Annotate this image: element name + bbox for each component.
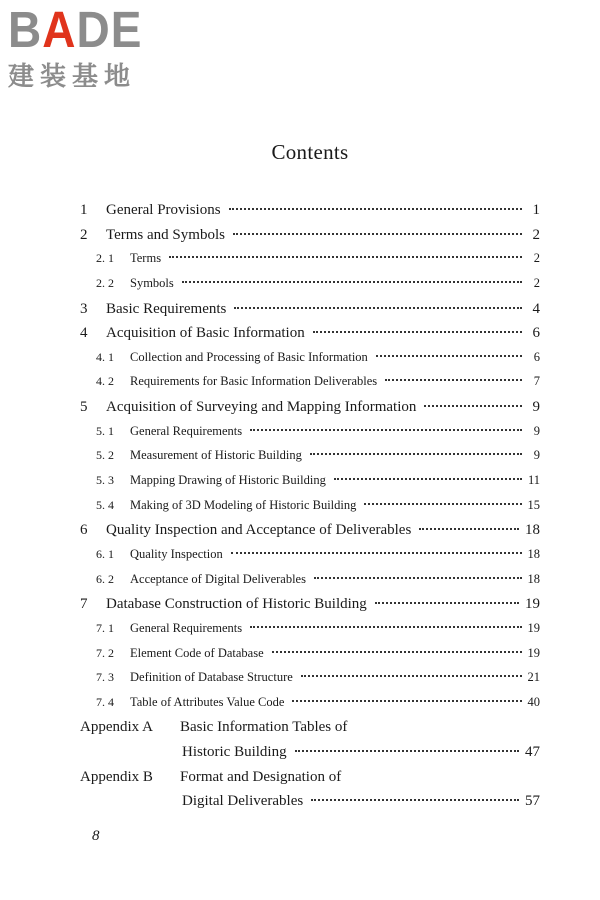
toc-entry-title: Terms — [130, 251, 162, 266]
toc-entry — [80, 251, 540, 276]
toc-entry-number: 2 — [80, 226, 88, 243]
toc-entry-page: 19 — [525, 596, 540, 613]
toc-appendix-title-line2: Digital Deliverables — [182, 793, 304, 810]
toc-entry-title: Acquisition of Surveying and Mapping Information — [106, 399, 417, 416]
toc-appendix-label: Appendix A — [80, 719, 153, 736]
toc-entry-page: 47 — [525, 744, 540, 761]
toc-leader-dots — [375, 602, 519, 604]
toc-entry-page: 18 — [527, 571, 540, 586]
toc-appendix-title: Format and Designation of — [180, 768, 342, 785]
toc-entry-page: 1 — [532, 202, 540, 218]
toc-appendix-entry-continued — [80, 744, 540, 769]
toc-entry-number: 6. 1 — [96, 546, 114, 561]
toc-leader-dots — [295, 750, 519, 752]
toc-leader-dots — [234, 307, 522, 309]
toc-entry-number: 5. 3 — [96, 473, 114, 488]
toc-leader-dots — [376, 355, 522, 357]
toc-entry-title: Definition of Database Structure — [130, 670, 293, 685]
toc-entry-page: 11 — [527, 473, 540, 488]
toc-entry-number: 7 — [80, 596, 88, 613]
toc-entry-title: General Provisions — [106, 202, 221, 218]
toc-entry-title: Requirements for Basic Information Deliverables — [130, 374, 378, 389]
toc-entry-number: 7. 3 — [96, 670, 114, 685]
toc-entry-page: 2 — [533, 251, 540, 266]
toc-leader-dots — [233, 233, 522, 235]
toc-entry-number: 4 — [80, 325, 88, 342]
toc-entry — [80, 301, 540, 326]
toc-appendix-entry-continued — [80, 793, 540, 818]
toc-entry-title: General Requirements — [130, 423, 243, 438]
toc-leader-dots — [182, 281, 522, 283]
toc-leader-dots — [364, 503, 521, 505]
toc-leader-dots — [231, 552, 522, 554]
toc-entry-title: Database Construction of Historic Building — [106, 596, 367, 613]
toc-entry — [80, 374, 540, 399]
toc-appendix-title: Basic Information Tables of — [180, 719, 348, 736]
toc-leader-dots — [250, 626, 521, 628]
toc-appendix-title-line2: Historic Building — [182, 744, 287, 761]
toc-leader-dots — [229, 208, 522, 210]
toc-leader-dots — [313, 331, 522, 333]
toc-entry-page: 19 — [527, 645, 540, 660]
toc-entry — [80, 621, 540, 646]
toc-entry-number: 6. 2 — [96, 571, 114, 586]
toc-entry-title: Element Code of Database — [130, 645, 264, 660]
toc-entry-page: 40 — [527, 694, 540, 709]
toc-entry — [80, 399, 540, 424]
toc-entry — [80, 448, 540, 473]
toc-entry — [80, 424, 540, 449]
toc-leader-dots — [272, 651, 522, 653]
toc-entry-title: Acceptance of Digital Deliverables — [130, 571, 306, 586]
toc-entry — [80, 227, 540, 252]
page-title: Contents — [271, 140, 349, 164]
toc-entry-title: Terms and Symbols — [106, 226, 225, 243]
toc-entry-page: 21 — [527, 670, 540, 685]
toc-entry-number: 1 — [80, 202, 88, 218]
page-number: 8 — [92, 828, 100, 844]
toc-entry-number: 5. 1 — [96, 423, 114, 438]
toc-leader-dots — [310, 453, 522, 455]
toc-leader-dots — [311, 799, 519, 801]
toc-entry-title: Table of Attributes Value Code — [130, 694, 285, 709]
toc-entry-title: Symbols — [130, 275, 174, 290]
toc-entry — [80, 473, 540, 498]
toc-entry-page: 19 — [527, 620, 540, 635]
toc-entry-page: 15 — [527, 497, 540, 512]
toc-entry-title: Mapping Drawing of Historic Building — [130, 473, 326, 488]
toc-entry — [80, 325, 540, 350]
toc-entry-page: 18 — [527, 546, 540, 561]
toc-entry — [80, 498, 540, 523]
table-of-contents — [80, 202, 540, 818]
toc-entry-page: 4 — [532, 300, 540, 317]
toc-entry-number: 2. 1 — [96, 251, 114, 266]
toc-leader-dots — [419, 528, 519, 530]
toc-entry-page: 57 — [525, 793, 540, 810]
toc-entry-page: 6 — [533, 349, 540, 364]
toc-entry-title: Measurement of Historic Building — [130, 448, 302, 463]
toc-entry — [80, 547, 540, 572]
toc-entry-title: General Requirements — [130, 620, 243, 635]
toc-leader-dots — [314, 577, 522, 579]
toc-entry-title: Quality Inspection and Acceptance of Deliverables — [106, 522, 412, 539]
toc-entry — [80, 596, 540, 621]
toc-leader-dots — [301, 675, 522, 677]
toc-entry-page: 9 — [533, 448, 540, 463]
toc-appendix-label: Appendix B — [80, 768, 153, 785]
toc-entry — [80, 695, 540, 720]
toc-entry-page: 9 — [533, 423, 540, 438]
toc-leader-dots — [334, 478, 522, 480]
toc-entry — [80, 646, 540, 671]
toc-leader-dots — [424, 405, 522, 407]
toc-appendix-entry — [80, 719, 540, 744]
toc-entry-page: 6 — [532, 325, 540, 342]
toc-entry-title: Basic Requirements — [106, 300, 227, 317]
toc-entry-title: Making of 3D Modeling of Historic Building — [130, 497, 357, 512]
toc-entry-page: 2 — [533, 275, 540, 290]
toc-entry-number: 7. 1 — [96, 620, 114, 635]
toc-entry-title: Collection and Processing of Basic Information — [130, 349, 368, 364]
toc-entry — [80, 670, 540, 695]
logo — [8, 0, 178, 93]
toc-entry-number: 3 — [80, 300, 88, 317]
toc-entry-page: 7 — [533, 374, 540, 389]
toc-entry — [80, 522, 540, 547]
toc-entry-number: 4. 2 — [96, 374, 114, 389]
logo-wordmark: BADE — [8, 0, 143, 58]
toc-entry-title: Quality Inspection — [130, 546, 223, 561]
toc-leader-dots — [169, 256, 522, 258]
toc-leader-dots — [385, 379, 522, 381]
toc-entry — [80, 276, 540, 301]
toc-entry-number: 2. 2 — [96, 275, 114, 290]
toc-entry-title: Acquisition of Basic Information — [106, 325, 305, 342]
toc-entry-number: 7. 2 — [96, 645, 114, 660]
toc-entry — [80, 350, 540, 375]
toc-entry-number: 5. 2 — [96, 448, 114, 463]
toc-entry — [80, 572, 540, 597]
toc-entry-page: 9 — [532, 399, 540, 416]
toc-entry-number: 7. 4 — [96, 694, 114, 709]
toc-entry-number: 6 — [80, 522, 88, 539]
toc-entry-page: 2 — [532, 226, 540, 243]
logo-chinese-text: 建装基地 — [8, 62, 137, 92]
toc-leader-dots — [250, 429, 522, 431]
toc-entry-number: 5 — [80, 399, 88, 416]
toc-appendix-entry — [80, 769, 540, 794]
toc-leader-dots — [292, 700, 521, 702]
toc-entry-number: 4. 1 — [96, 349, 114, 364]
toc-entry-page: 18 — [525, 522, 540, 539]
toc-entry-number: 5. 4 — [96, 497, 114, 512]
toc-entry — [80, 202, 540, 227]
